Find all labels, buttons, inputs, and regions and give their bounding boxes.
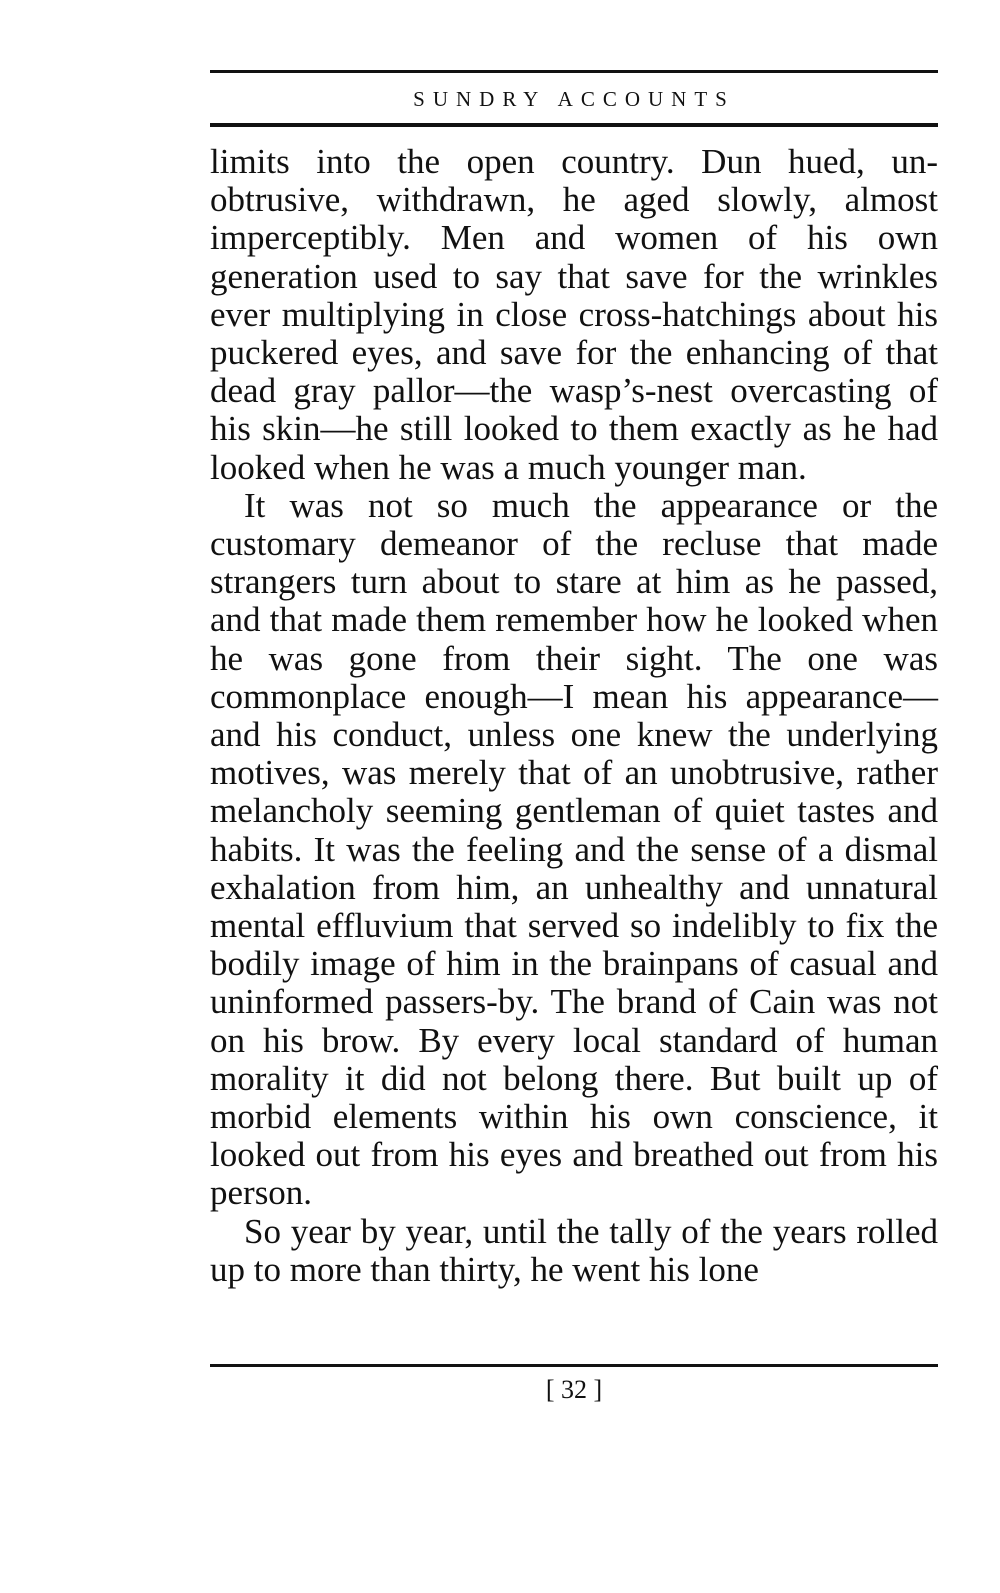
paragraph-1: limits into the open country. Dun hued, unobtrusive, withdrawn, he aged slowly, almost imperceptibly. Men and women of his own generation used to say that save for the wrinkles ever multiplying in close cross-hatchings about his puckered eyes, and save for the enhancing of that dead gray pallor—the wasp’s-nest overcasting of his skin—he still looked to them exactly as he had looked when he was a much younger man. — [210, 142, 938, 487]
header-rule-top — [210, 70, 938, 73]
page-number: [ 32 ] — [545, 1375, 603, 1404]
paragraph-3: So year by year, until the tally of the years rolled up to more than thirty, he went his lone — [210, 1211, 938, 1289]
paragraph-2: It was not so much the appearance or the customary demeanor of the recluse that made strangers turn about to stare at him as he passed, and that made them remember how he looked when he was gone from their sight. The one was commonplace enough—I mean his appearance—and his conduct, unless one knew the underlying motives, was merely that of an unobtrusive, rather melancholy seeming gentleman of quiet tastes and habits. It was the feeling and the sense of a dismal exhalation from him, an unhealthy and unnatural mental effluvium that served so indelibly to fix the bodily image of him in the brainpans of casual and uninformed passers-by. The brand of Cain was not on his brow. By every local standard of human morality it did not belong there. But built up of morbid elements within his own conscience, it looked out from his eyes and breathed out from his person. — [210, 485, 938, 1213]
footer-rule — [210, 1364, 938, 1367]
body-text — [210, 143, 938, 1289]
header-rule-bottom — [210, 123, 938, 127]
running-head: SUNDRY ACCOUNTS — [413, 87, 735, 111]
